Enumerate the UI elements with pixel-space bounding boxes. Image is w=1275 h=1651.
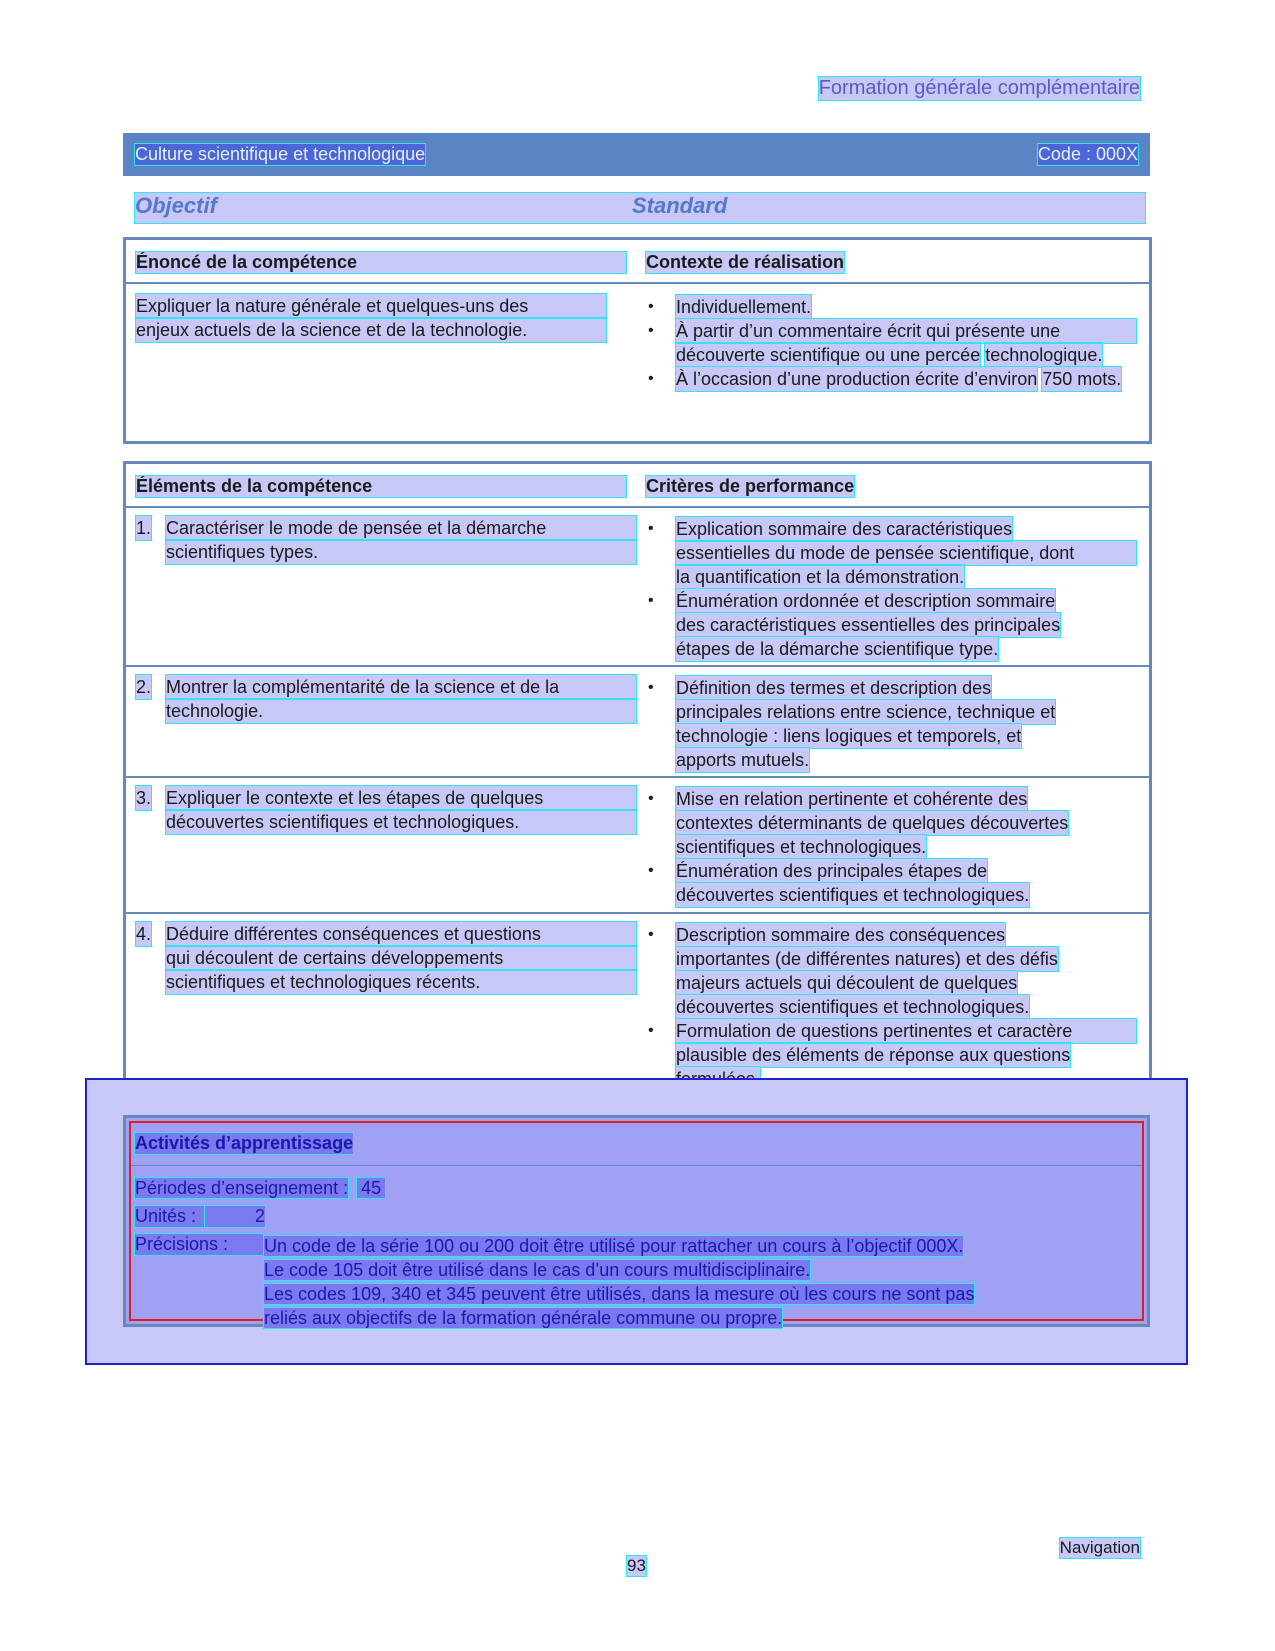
element-line: Caractériser le mode de pensée et la démarche — [166, 516, 636, 540]
enonce-line: Expliquer la nature générale et quelques-uns des — [136, 294, 606, 318]
activities-inner-frame — [129, 1121, 1144, 1328]
course-banner — [123, 133, 1150, 176]
precisions-label: Précisions : — [135, 1234, 263, 1255]
criteria-line: découvertes scientifiques et technologiques. — [676, 885, 1030, 905]
periodes-label: Périodes d’enseignement : — [135, 1178, 349, 1198]
criteria-line: technologie : liens logiques et temporels, et — [676, 726, 1022, 746]
element-number: 2. — [136, 677, 152, 697]
element-text — [136, 516, 636, 564]
element-line: scientifiques types. — [166, 540, 636, 564]
element-line: Déduire différentes conséquences et questions — [166, 922, 636, 946]
element-line: découvertes scientifiques et technologiques. — [166, 810, 636, 834]
activities-header — [131, 1123, 1142, 1166]
criteria-list — [646, 787, 1136, 907]
precision-line: Un code de la série 100 ou 200 doit être utilisé pour rattacher un cours à l’objectif 000X. — [264, 1236, 964, 1256]
competence-box — [123, 237, 1152, 444]
list-item — [646, 367, 1136, 391]
table-row — [126, 914, 1149, 1096]
element-text — [136, 675, 636, 723]
element-line: Expliquer le contexte et les étapes de quelques — [166, 786, 636, 810]
context-list — [646, 295, 1136, 391]
criteria-line: principales relations entre science, technique et — [676, 702, 1056, 722]
element-line: Montrer la complémentarité de la science et de la — [166, 675, 636, 699]
element-line: technologie. — [166, 699, 636, 723]
context-line: technologique. — [985, 345, 1103, 365]
unites-value: 2 — [205, 1206, 265, 1227]
criteria-line: Mise en relation pertinente et cohérente des — [676, 789, 1028, 809]
criteria-line: • Formulation de questions pertinentes et caractère — [676, 1019, 1136, 1043]
enonce-text — [136, 294, 606, 342]
enonce-header: Énoncé de la compétence — [136, 252, 626, 273]
elements-col-header: Éléments de la compétence — [136, 476, 626, 497]
unites-label: Unités : — [135, 1206, 205, 1227]
periodes-row — [135, 1178, 385, 1199]
criteria-line: étapes de la démarche scientifique type. — [676, 639, 999, 659]
list-item — [646, 859, 1136, 907]
enonce-line: enjeux actuels de la science et de la technologie. — [136, 318, 606, 342]
criteria-line: contextes déterminants de quelques découvertes — [676, 813, 1069, 833]
element-line: qui découlent de certains développements — [166, 946, 636, 970]
precision-line: Le code 105 doit être utilisé dans le cas d’un cours multidisciplinaire. — [264, 1260, 811, 1280]
objectif-standard-row — [135, 193, 1145, 223]
criteria-line: essentielles du mode de pensée scientifique, dont — [676, 541, 1136, 565]
precisions-label-row — [135, 1234, 263, 1255]
element-number: 1. — [136, 518, 152, 538]
criteria-list — [646, 676, 1136, 772]
precision-line: Les codes 109, 340 et 345 peuvent être utilisés, dans la mesure où les cours ne sont pas — [264, 1284, 975, 1304]
criteria-line: plausible des éléments de réponse aux questions — [676, 1045, 1071, 1065]
contexte-header: Contexte de réalisation — [646, 252, 845, 272]
unites-row — [135, 1206, 265, 1227]
competence-header — [126, 240, 1149, 284]
criteria-line: majeurs actuels qui découlent de quelques — [676, 973, 1018, 993]
activities-box — [123, 1115, 1150, 1327]
navigation-link[interactable]: Navigation — [1059, 1538, 1140, 1557]
list-item — [646, 589, 1136, 661]
table-row — [126, 778, 1149, 914]
criteria-line: apports mutuels. — [676, 750, 810, 770]
precisions-text — [264, 1234, 1104, 1330]
table-row — [126, 508, 1149, 667]
list-item — [646, 787, 1136, 859]
element-number: 4. — [136, 924, 152, 944]
list-item — [646, 676, 1136, 772]
context-line: Individuellement. — [676, 297, 812, 317]
list-item — [646, 319, 1136, 367]
page-number: 93 — [627, 1556, 646, 1575]
criteria-list — [646, 517, 1136, 661]
element-number: 3. — [136, 788, 152, 808]
criteria-line: scientifiques et technologiques. — [676, 837, 927, 857]
activities-title: Activités d’apprentissage — [135, 1133, 354, 1153]
criteria-list — [646, 923, 1136, 1091]
course-title: Culture scientifique et technologique — [135, 144, 426, 164]
list-item — [646, 517, 1136, 589]
standard-label: Standard — [632, 193, 728, 218]
context-line: À l’occasion d’une production écrite d’environ — [676, 369, 1038, 389]
element-line: scientifiques et technologiques récents. — [166, 970, 636, 994]
criteria-line: Énumération ordonnée et description sommaire — [676, 591, 1056, 611]
running-head: Formation générale complémentaire — [818, 77, 1140, 99]
element-text — [136, 922, 636, 994]
context-line: découverte scientifique ou une percée — [676, 345, 981, 365]
objectif-label: Objectif — [135, 193, 217, 218]
criteria-line: des caractéristiques essentielles des principales — [676, 615, 1061, 635]
criteria-line: Définition des termes et description des — [676, 678, 992, 698]
criteria-line: Description sommaire des conséquences — [676, 925, 1006, 945]
element-text — [136, 786, 636, 834]
criteria-line: la quantification et la démonstration. — [676, 567, 965, 587]
elements-header — [126, 464, 1149, 508]
criteria-line: Explication sommaire des caractéristiques — [676, 519, 1013, 539]
periodes-value: 45 — [357, 1178, 385, 1198]
list-item — [646, 295, 1136, 319]
list-item — [646, 923, 1136, 1019]
context-line: • À partir d’un commentaire écrit qui présente une — [676, 319, 1136, 343]
criteres-col-header: Critères de performance — [646, 476, 855, 496]
precision-line: reliés aux objectifs de la formation générale commune ou propre. — [264, 1308, 783, 1328]
criteria-line: importantes (de différentes natures) et des défis — [676, 949, 1058, 969]
table-row — [126, 667, 1149, 778]
criteria-line: Énumération des principales étapes de — [676, 861, 988, 881]
context-line: 750 mots. — [1042, 369, 1122, 389]
criteria-line: découvertes scientifiques et technologiques. — [676, 997, 1030, 1017]
course-code: Code : 000X — [1037, 144, 1138, 164]
elements-box — [123, 461, 1152, 1100]
